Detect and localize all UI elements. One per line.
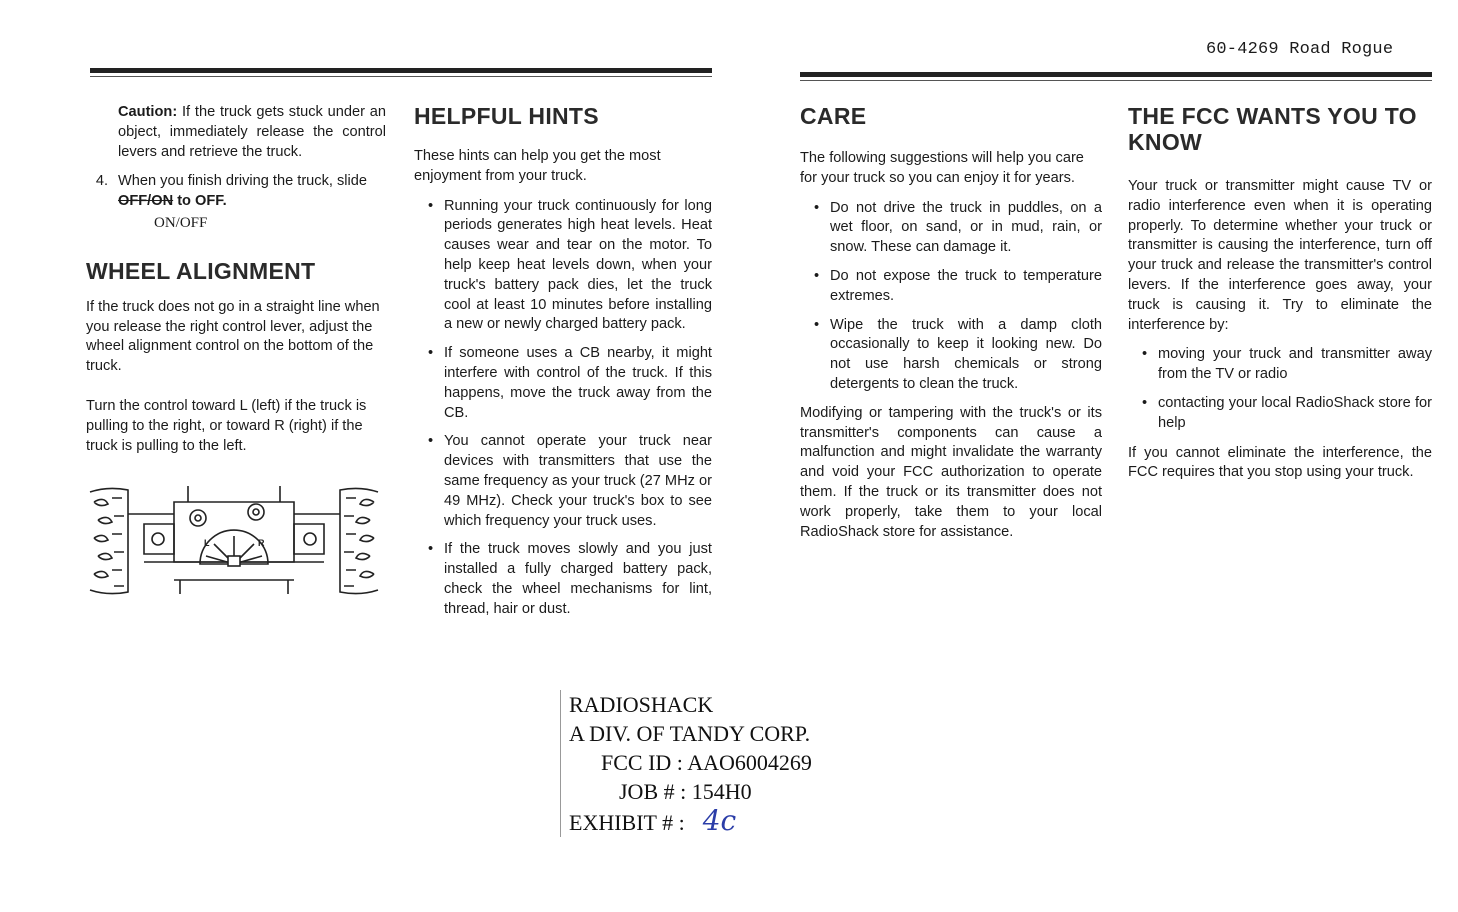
stamp-exhibit: EXHIBIT # : 4c [569, 804, 737, 837]
stamp-job-number: JOB # : 154H0 [619, 779, 752, 804]
alignment-dial-icon [200, 530, 268, 566]
column-driving [86, 103, 386, 466]
warranty-paragraph: Modifying or tampering with the truck's or its transmitter's components can cause a malfunction and might invalidate the warranty and void your FCC authorization to operate them. If the truck or its transmitter does not work properly, take them to your local RadioShack store for assistance. [800, 404, 1102, 540]
caution-paragraph [118, 103, 386, 162]
handwritten-correction: ON/OFF [154, 214, 208, 231]
model-header: 60-4269 Road Rogue [1206, 40, 1394, 59]
column-fcc [1128, 103, 1432, 493]
wheel-alignment-heading: WHEEL ALIGNMENT [86, 257, 316, 284]
helpful-hints-heading: HELPFUL HINTS [414, 103, 599, 129]
fcc-list [1142, 345, 1432, 433]
list-item: • If someone uses a CB nearby, it might interfere with control of the truck. If this happens, move the truck away from the CB. [428, 344, 712, 423]
care-list [814, 199, 1102, 395]
caution-text: If the truck gets stuck under an object, immediately release the control levers and retrieve the truck. [118, 104, 386, 160]
stamp-fcc-id: FCC ID : AAO6004269 [601, 750, 812, 775]
fcc-intro: Your truck or transmitter might cause TV or radio interference even when it is operating properly. To determine whether your truck or transmitter is causing the interference, turn off your truck and release the transmitter's control levers. If the interference goes away, your truck is causing it. Try to eliminate the interference by: [1128, 178, 1432, 333]
list-item: • contacting your local RadioShack store for help [1142, 394, 1432, 434]
care-heading: CARE [800, 103, 867, 129]
truck-bottom-illustration [88, 484, 380, 596]
step-number: 4. [95, 173, 109, 190]
step-4 [86, 172, 386, 212]
caution-label: Caution: [118, 104, 178, 120]
column-helpful-hints [414, 103, 712, 629]
list-item: • If the truck moves slowly and you just installed a fully charged battery pack, check the wheel mechanisms for lint, thread, hair or dust. [428, 540, 712, 619]
dial-right-label: R [258, 538, 265, 548]
fcc-heading: THE FCC WANTS YOU TO KNOW [1128, 103, 1417, 155]
care-intro: The following suggestions will help you care for your truck so you can enjoy it for years. [800, 150, 1084, 186]
fcc-exhibit-stamp [560, 690, 812, 837]
step-text: When you finish driving the truck, slide OFF/ON to OFF. [118, 173, 368, 210]
exhibit-handwritten-number: 4c [702, 804, 737, 837]
wheel-alignment-paragraph-1: If the truck does not go in a straight line when you release the right control lever, adjust the wheel alignment control on the bottom of the truck. [86, 298, 380, 375]
fcc-closing: If you cannot eliminate the interference, the FCC requires that you stop using your truck. [1128, 444, 1432, 481]
list-item: • You cannot operate your truck near devices with transmitters that use the same frequency as your truck (27 MHz or 49 MHz). Check your truck's box to see which frequency your truck uses. [428, 432, 712, 531]
top-rule-left [90, 68, 712, 73]
dial-left-label: L [204, 538, 210, 548]
list-item: • Do not expose the truck to temperature extremes. [814, 267, 1102, 307]
column-care [800, 103, 1102, 552]
left-tire-icon [90, 488, 128, 593]
helpful-hints-intro: These hints can help you get the most enjoyment from your truck. [414, 148, 661, 184]
helpful-hints-list [428, 197, 712, 620]
list-item: • Wipe the truck with a damp cloth occasionally to keep it looking new. Do not use harsh chemicals or strong detergents to clean the truck. [814, 316, 1102, 395]
stamp-company: RADIOSHACK [569, 692, 714, 717]
list-item: • Do not drive the truck in puddles, on a wet floor, on sand, or in mud, rain, or snow. These can damage it. [814, 199, 1102, 258]
wheel-alignment-paragraph-2: Turn the control toward L (left) if the truck is pulling to the right, or toward R (right) if the truck is pulling to the left. [86, 397, 367, 454]
list-item: • moving your truck and transmitter away from the TV or radio [1142, 345, 1432, 385]
struck-switch-label: OFF/ON [118, 193, 174, 210]
right-tire-icon [340, 488, 378, 593]
top-rule-right [800, 72, 1432, 77]
list-item: • Running your truck continuously for long periods generates high heat levels. Heat causes wear and tear on the motor. To help keep heat levels down, when your truck's battery pack dies, let the truck cool at least 10 minutes before installing a new or newly charged battery pack. [428, 197, 712, 336]
stamp-division: A DIV. OF TANDY CORP. [569, 721, 811, 746]
